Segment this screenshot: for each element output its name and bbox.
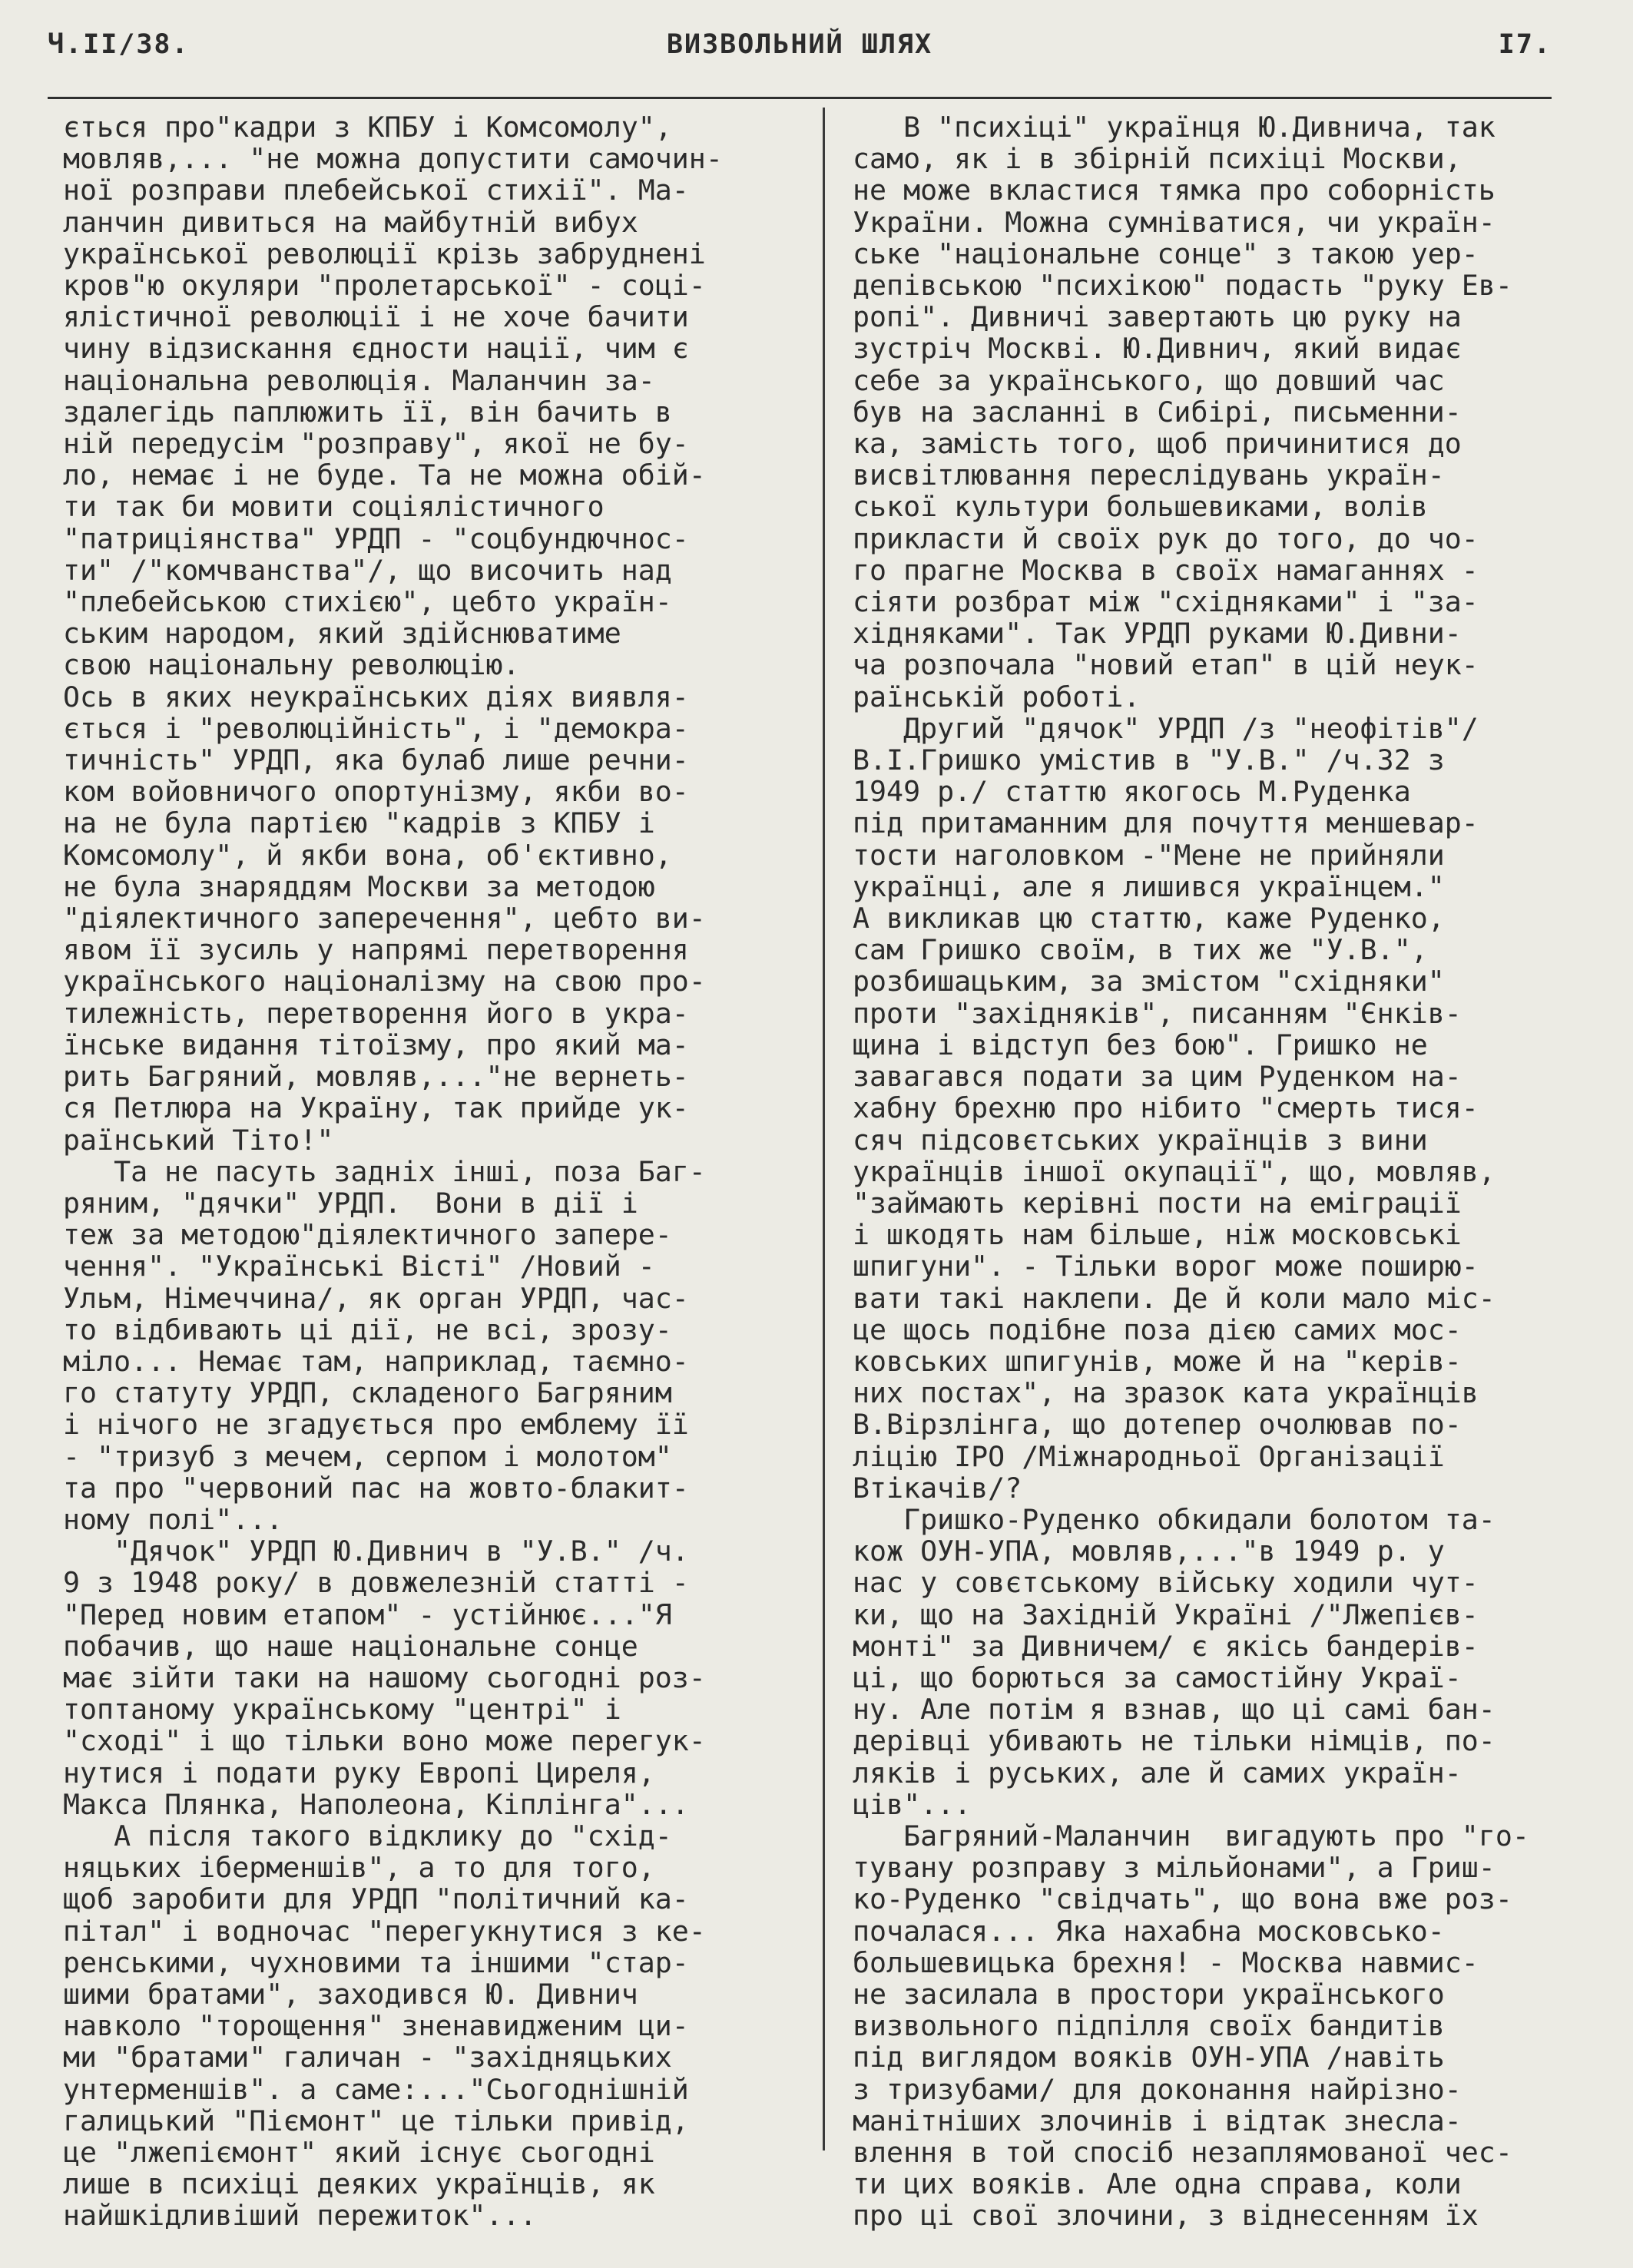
header-divider	[48, 97, 1552, 99]
issue-number: Ч.II/38.	[48, 29, 190, 60]
publication-title: ВИЗВОЛЬНИЙ ШЛЯХ	[666, 29, 933, 60]
right-text-column: В "психіці" українця Ю.Дивнича, так само, як і в збірній психіці Москви, не може вкластися тямка про соборність України. Можна сумніватися, чи україн- ське "національне сонце" з такою уер- депівською "психікою" подасть "руку Ев- ропі". Дивничі завертають цю руку на зустріч Москві. Ю.Дивнич, який видає себе за українського, що довший час був на засланні в Сибірі, письменни- ка, замість того, щоб причинитися до висвітлювання переслідувань україн- ської культури большевиками, волів прикласти й своїх рук до того, до чо- го прагне Москва в своїх намаганнях - сіяти розбрат між "східняками" і "за- хідняками". Так УРДП руками Ю.Дивни- ча розпочала "новий етап" в цій неук- раїнській роботі. Другий "дячок" УРДП /з "неофітів"/ В.І.Гришко умістив в "У.В." /ч.32 з 1949 р./ статтю якогось М.Руденка під притаманним для почуття меншевар- тости наголовком -"Мене не прийняли українці, але я лишився українцем." А викликав цю статтю, каже Руденко, сам Гришко своїм, в тих же "У.В.", розбишацьким, за змістом "східняки" проти "західняків", писанням "Єнків- щина і відступ без бою". Гришко не завагався подати за цим Руденком на- хабну брехню про нібито "смерть тися- сяч підсовєтських українців з вини українців іншої окупації", що, мовляв, "займають керівні пости на еміграції і шкодять нам більше, ніж московські шпигуни". - Тільки ворог може поширю- вати такі наклепи. Де й коли мало міс- це щось подібне поза дією самих мос- ковських шпигунів, може й на "керів- них постах", на зразок ката українців В.Вірзлінга, що дотепер очолював по- ліцію IPO /Міжнародньої Організації Втікачів/? Гришко-Руденко обкидали болотом та- кож ОУН-УПА, мовляв,..."в 1949 р. у нас у совєтському війську ходили чут- ки, що на Західній Україні /"Лжепієв- монті" за Дивничем/ є якісь бандерів- ці, що борються за самостійну Украї- ну. Але потім я взнав, що ці самі бан- дерівці убивають не тільки німців, по- ляків і руських, але й самих україн- ців"... Багряний-Маланчин вигадують про "го- тувану розправу з мільйонами", а Гриш- ко-Руденко "свідчать", що вона вже роз- почалася... Яка нахабна московсько- большевицька брехня! - Москва навмис- не засилала в простори українського визвольного підпілля своїх бандитів під виглядом вояків ОУН-УПА /навіть з тризубами/ для доконання найрізно- манітніших злочинів і відтак знесла- влення в той спосіб незаплямованої чес- ти цих вояків. Але одна справа, коли про ці свої злочини, з віднесенням їх	[853, 111, 1529, 2233]
page-header	[48, 29, 1552, 83]
left-text-column: ється про"кадри з КПБУ і Комсомолу", мовляв,... "не можна допустити самочин- ної розправи плебейської стихії". Ма- ланчин дивиться на майбутній вибух української революції крізь забруднені кров"ю окуляри "пролетарської" - соці- ялістичної революції і не хоче бачити чину відзискання єдности нації, чим є національна революція. Маланчин за- здалегідь паплюжить її, він бачить в ній передусім "розправу", якої не бу- ло, немає і не буде. Та не можна обій- ти так би мовити соціялістичного "патриціянства" УРДП - "соцбундючнос- ти" /"комчванства"/, що височить над "плебейською стихією", цебто україн- ським народом, який здійснюватиме свою національну революцію. Ось в яких неукраїнських діях виявля- ється і "революційність", і "демокра- тичність" УРДП, яка булаб лише речни- ком войовничого опортунізму, якби во- на не була партією "кадрів з КПБУ і Комсомолу", й якби вона, об'єктивно, не була знаряддям Москви за методою "діялектичного заперечення", цебто ви- явом її зусиль у напрямі перетворення українського націоналізму на свою про- тилежність, перетворення його в укра- їнське видання тітоїзму, про який ма- рить Багряний, мовляв,..."не вернеть- ся Петлюра на Україну, так прийде ук- раїнський Тіто!" Та не пасуть задніх інші, поза Баг- ряним, "дячки" УРДП. Вони в дії і теж за методою"діялектичного запере- чення". "Українські Вісті" /Новий - Ульм, Німеччина/, як орган УРДП, час- то відбивають ці дії, не всі, зрозу- міло... Немає там, наприклад, таємно- го статуту УРДП, складеного Багряним і нічого не згадується про емблему її - "тризуб з мечем, серпом і молотом" та про "червоний пас на жовто-блакит- ному полі"... "Дячок" УРДП Ю.Дивнич в "У.В." /ч. 9 з 1948 року/ в довжелезній статті - "Перед новим етапом" - устійнює..."Я побачив, що наше національне сонце має зійти таки на нашому сьогодні роз- топтаному українському "центрі" і "сході" і що тільки воно може перегук- нутися і подати руку Европі Циреля, Макса Плянка, Наполеона, Кіплінга"... А після такого відклику до "схід- няцьких іберменшів", а то для того, щоб заробити для УРДП "політичний ка- пітал" і водночас "перегукнутися з ке- ренськими, чухновими та іншими "стар- шими братами", заходився Ю. Дивнич навколо "торощення" зненавидженим ци- ми "братами" галичан - "західняцьких унтерменшів". а саме:..."Сьогоднішній галицький "Піємонт" це тільки привід, це "лжепіємонт" який існує сьогодні лише в психіці деяких українців, як найшкідливіший пережиток"...	[63, 111, 723, 2233]
column-divider	[823, 108, 825, 2150]
page-number: I7.	[1498, 29, 1552, 60]
